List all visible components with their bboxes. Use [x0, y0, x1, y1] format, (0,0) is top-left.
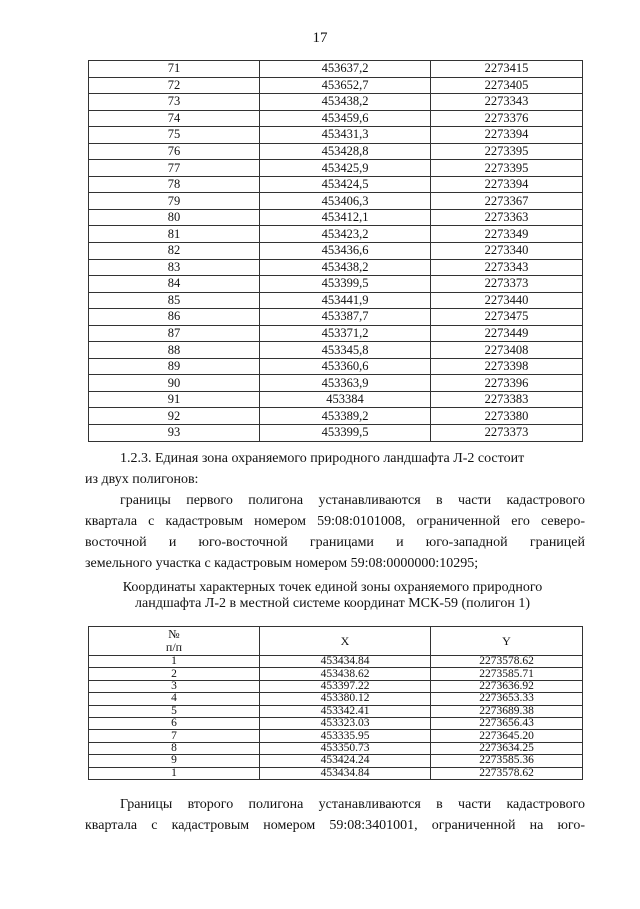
table-row	[89, 259, 583, 276]
table-row	[89, 391, 583, 408]
coordinates-table-continued	[88, 60, 583, 442]
y-coordinate-cell: 2273343	[431, 259, 583, 276]
y-coordinate-cell: 2273645.20	[431, 730, 583, 742]
y-coordinate-cell: 2273343	[431, 94, 583, 111]
table-row	[89, 717, 583, 729]
x-coordinate-cell: 453397.22	[260, 680, 431, 692]
table-row	[89, 292, 583, 309]
y-coordinate-cell: 2273380	[431, 408, 583, 425]
y-coordinate-cell: 2273475	[431, 309, 583, 326]
x-coordinate-cell: 453335.95	[260, 730, 431, 742]
point-number-cell: 79	[89, 193, 260, 210]
table-row	[89, 767, 583, 779]
table-row	[89, 408, 583, 425]
point-number-cell: 75	[89, 127, 260, 144]
x-coordinate-cell: 453399,5	[260, 425, 431, 442]
table-row	[89, 680, 583, 692]
point-number-cell: 8	[89, 742, 260, 754]
x-coordinate-cell: 453345,8	[260, 342, 431, 359]
x-coordinate-cell: 453441,9	[260, 292, 431, 309]
x-coordinate-cell: 453637,2	[260, 61, 431, 78]
y-coordinate-cell: 2273449	[431, 325, 583, 342]
point-number-cell: 76	[89, 143, 260, 160]
column-header-x: X	[260, 627, 431, 656]
table-row	[89, 375, 583, 392]
y-coordinate-cell: 2273656.43	[431, 717, 583, 729]
y-coordinate-cell: 2273634.25	[431, 742, 583, 754]
y-coordinate-cell: 2273383	[431, 391, 583, 408]
point-number-cell: 87	[89, 325, 260, 342]
x-coordinate-cell: 453438.62	[260, 668, 431, 680]
x-coordinate-cell: 453424,5	[260, 176, 431, 193]
y-coordinate-cell: 2273415	[431, 61, 583, 78]
table-row	[89, 705, 583, 717]
table-row	[89, 358, 583, 375]
point-number-cell: 89	[89, 358, 260, 375]
x-coordinate-cell: 453434.84	[260, 656, 431, 668]
y-coordinate-cell: 2273653.33	[431, 693, 583, 705]
point-number-cell: 3	[89, 680, 260, 692]
x-coordinate-cell: 453438,2	[260, 94, 431, 111]
point-number-cell: 9	[89, 755, 260, 767]
x-coordinate-cell: 453360,6	[260, 358, 431, 375]
header-number-line1: №	[168, 627, 180, 641]
point-number-cell: 1	[89, 656, 260, 668]
table-row	[89, 730, 583, 742]
table-row	[89, 160, 583, 177]
point-number-cell: 4	[89, 693, 260, 705]
x-coordinate-cell: 453323.03	[260, 717, 431, 729]
section-1-2-3-paragraph	[85, 448, 585, 574]
y-coordinate-cell: 2273363	[431, 209, 583, 226]
table-row	[89, 425, 583, 442]
x-coordinate-cell: 453431,3	[260, 127, 431, 144]
table-row	[89, 143, 583, 160]
point-number-cell: 80	[89, 209, 260, 226]
table-header-row	[89, 627, 583, 656]
point-number-cell: 81	[89, 226, 260, 243]
point-number-cell: 93	[89, 425, 260, 442]
heading-line: Координаты характерных точек единой зоны охраняемого природного	[122, 580, 543, 595]
y-coordinate-cell: 2273585.36	[431, 755, 583, 767]
point-number-cell: 1	[89, 767, 260, 779]
table-row	[89, 94, 583, 111]
table-row	[89, 127, 583, 144]
y-coordinate-cell: 2273636.92	[431, 680, 583, 692]
x-coordinate-cell: 453425,9	[260, 160, 431, 177]
second-polygon-paragraph	[85, 794, 585, 836]
table-row	[89, 176, 583, 193]
table-row	[89, 243, 583, 260]
paragraph-line: квартала с кадастровым номером 59:08:0101008, ограниченной его северо-	[85, 514, 585, 529]
point-number-cell: 78	[89, 176, 260, 193]
paragraph-line: земельного участка с кадастровым номером 59:08:0000000:10295;	[85, 556, 479, 571]
y-coordinate-cell: 2273395	[431, 143, 583, 160]
y-coordinate-cell: 2273373	[431, 425, 583, 442]
point-number-cell: 86	[89, 309, 260, 326]
y-coordinate-cell: 2273398	[431, 358, 583, 375]
paragraph-line: 1.2.3. Единая зона охраняемого природного ландшафта Л-2 состоит	[120, 451, 525, 466]
x-coordinate-cell: 453412,1	[260, 209, 431, 226]
x-coordinate-cell: 453380.12	[260, 693, 431, 705]
x-coordinate-cell: 453428,8	[260, 143, 431, 160]
paragraph-line: Границы второго полигона устанавливаются в части кадастрового	[120, 797, 585, 812]
x-coordinate-cell: 453424.24	[260, 755, 431, 767]
point-number-cell: 6	[89, 717, 260, 729]
x-coordinate-cell: 453384	[260, 391, 431, 408]
polygon-1-coordinates-table	[88, 626, 583, 780]
x-coordinate-cell: 453423,2	[260, 226, 431, 243]
y-coordinate-cell: 2273376	[431, 110, 583, 127]
table-row	[89, 656, 583, 668]
y-coordinate-cell: 2273689.38	[431, 705, 583, 717]
header-number-line2: п/п	[165, 640, 183, 654]
point-number-cell: 82	[89, 243, 260, 260]
y-coordinate-cell: 2273394	[431, 176, 583, 193]
x-coordinate-cell: 453387,7	[260, 309, 431, 326]
y-coordinate-cell: 2273373	[431, 276, 583, 293]
table-row	[89, 77, 583, 94]
paragraph-line: восточной и юго-восточной границами и юго-западной границей	[85, 535, 585, 550]
table-row	[89, 755, 583, 767]
table-row	[89, 342, 583, 359]
x-coordinate-cell: 453371,2	[260, 325, 431, 342]
paragraph-line: из двух полигонов:	[85, 472, 199, 487]
point-number-cell: 7	[89, 730, 260, 742]
y-coordinate-cell: 2273408	[431, 342, 583, 359]
polygon-1-table-heading	[60, 580, 605, 612]
table-row	[89, 325, 583, 342]
y-coordinate-cell: 2273578.62	[431, 656, 583, 668]
table-row	[89, 193, 583, 210]
y-coordinate-cell: 2273585.71	[431, 668, 583, 680]
column-header-number	[89, 627, 260, 656]
x-coordinate-cell: 453459,6	[260, 110, 431, 127]
x-coordinate-cell: 453438,2	[260, 259, 431, 276]
x-coordinate-cell: 453363,9	[260, 375, 431, 392]
x-coordinate-cell: 453652,7	[260, 77, 431, 94]
table-row	[89, 668, 583, 680]
x-coordinate-cell: 453342.41	[260, 705, 431, 717]
x-coordinate-cell: 453399,5	[260, 276, 431, 293]
page-number: 17	[312, 30, 328, 46]
paragraph-line: границы первого полигона устанавливаются в части кадастрового	[120, 493, 585, 508]
table-row	[89, 226, 583, 243]
table-row	[89, 110, 583, 127]
y-coordinate-cell: 2273367	[431, 193, 583, 210]
point-number-cell: 73	[89, 94, 260, 111]
y-coordinate-cell: 2273440	[431, 292, 583, 309]
y-coordinate-cell: 2273395	[431, 160, 583, 177]
point-number-cell: 88	[89, 342, 260, 359]
point-number-cell: 92	[89, 408, 260, 425]
y-coordinate-cell: 2273578.62	[431, 767, 583, 779]
paragraph-line: квартала с кадастровым номером 59:08:3401001, ограниченной на юго-	[85, 818, 585, 833]
x-coordinate-cell: 453406,3	[260, 193, 431, 210]
x-coordinate-cell: 453434.84	[260, 767, 431, 779]
x-coordinate-cell: 453436,6	[260, 243, 431, 260]
y-coordinate-cell: 2273349	[431, 226, 583, 243]
column-header-y: Y	[431, 627, 583, 656]
y-coordinate-cell: 2273394	[431, 127, 583, 144]
y-coordinate-cell: 2273405	[431, 77, 583, 94]
point-number-cell: 84	[89, 276, 260, 293]
table-row	[89, 742, 583, 754]
table-row	[89, 309, 583, 326]
x-coordinate-cell: 453350.73	[260, 742, 431, 754]
table-row	[89, 61, 583, 78]
point-number-cell: 72	[89, 77, 260, 94]
point-number-cell: 90	[89, 375, 260, 392]
table-row	[89, 209, 583, 226]
y-coordinate-cell: 2273340	[431, 243, 583, 260]
table-row	[89, 276, 583, 293]
point-number-cell: 85	[89, 292, 260, 309]
y-coordinate-cell: 2273396	[431, 375, 583, 392]
point-number-cell: 71	[89, 61, 260, 78]
point-number-cell: 91	[89, 391, 260, 408]
point-number-cell: 5	[89, 705, 260, 717]
point-number-cell: 83	[89, 259, 260, 276]
point-number-cell: 2	[89, 668, 260, 680]
point-number-cell: 74	[89, 110, 260, 127]
heading-line: ландшафта Л-2 в местной системе координат МСК-59 (полигон 1)	[135, 596, 530, 611]
x-coordinate-cell: 453389,2	[260, 408, 431, 425]
table-row	[89, 693, 583, 705]
point-number-cell: 77	[89, 160, 260, 177]
